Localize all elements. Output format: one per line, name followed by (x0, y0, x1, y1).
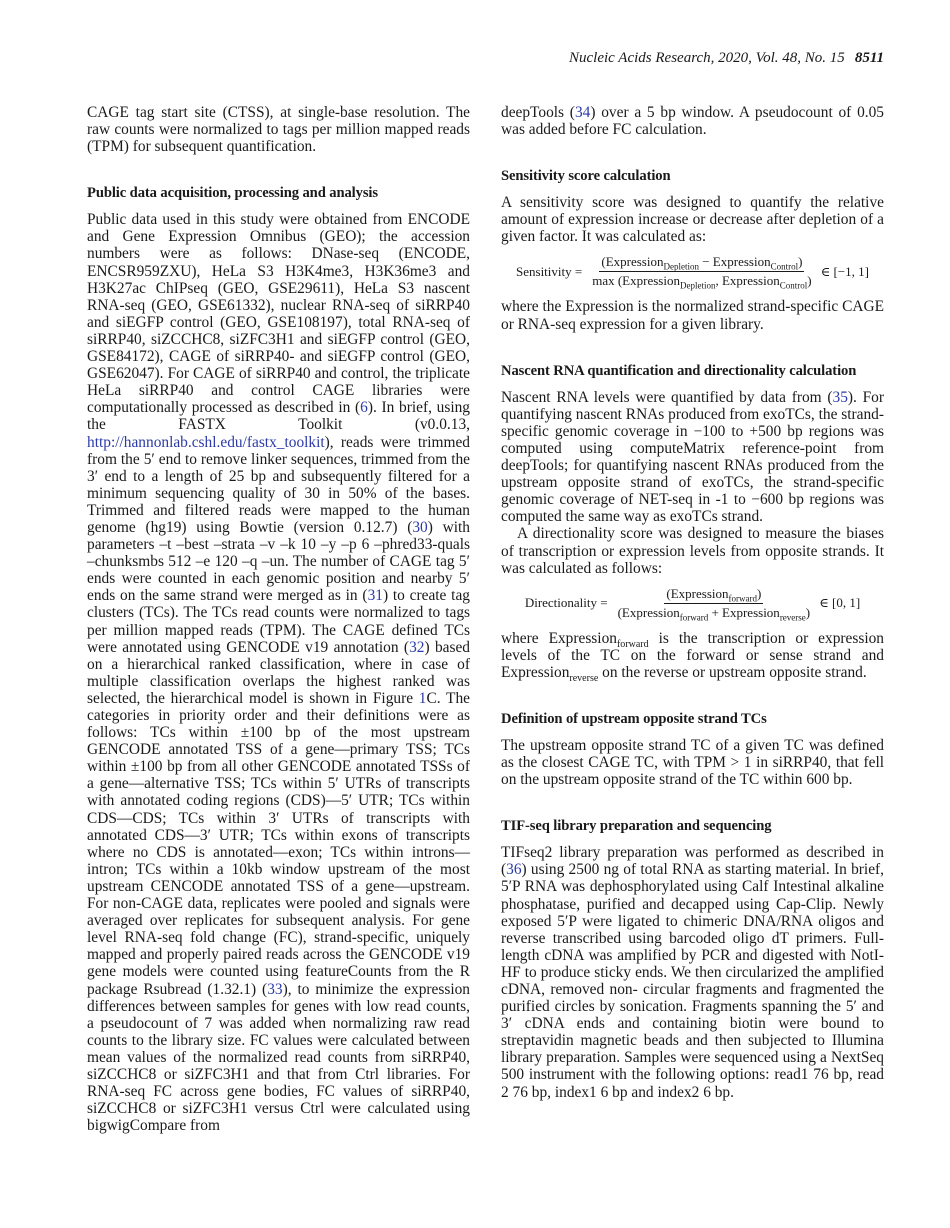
citation-link[interactable]: 6 (360, 399, 368, 417)
citation-link[interactable]: 36 (506, 861, 522, 879)
citation-link[interactable]: 34 (574, 104, 591, 121)
paragraph: deepTools (34) over a 5 bp window. A pseudocount of 0.05 was added before FC calculation. (501, 104, 885, 139)
paragraph: TIFseq2 library preparation was performed as described in (36) using 2500 ng of total RNA as starting material. In brief, 5′P RNA was dephosphorylated using Calf Intestinal alkaline phosphatase, purified and decapped using Cap-Clip. Newly exposed 5′P were ligated to chimeric DNA/RNA oligos and reverse transcribed using barcoded oligo dT primers. Full-length cDNA was amplified by PCR and digested with NotI-HF to produce sticky ends. We then circularized the amplified cDNA, removed non- circular fragments and fragmented the purified circles by sonication. Fragments spanning the 5′ and 3′ cDNA ends and containing biotin were bound to streptavidin magnetic beads and then subjected to Illumina library preparation. Samples were sequenced using a NextSeq 500 instrument with the following options: read1 76 bp, read 2 76 bp, index1 6 bp and index2 6 bp. (501, 844, 884, 1101)
figure-link[interactable]: 1 (418, 689, 427, 707)
paragraph: The upstream opposite strand TC of a given TC was defined as the closest CAGE TC, with TPM > 1 in siRRP40, that fell on the upstream opposite strand of the TC within 600 bp. (501, 736, 884, 789)
citation-link[interactable]: 31 (367, 587, 383, 605)
running-header (569, 49, 884, 67)
paragraph: A sensitivity score was designed to quantify the relative amount of expression increase or decrease after depletion of a given factor. It was calculated as: (501, 194, 884, 246)
journal-citation: Nucleic Acids Research, 2020, Vol. 48, No. 15 (569, 50, 845, 66)
url-link[interactable]: http://hannonlab.cshl.edu/fastx_toolkit (87, 433, 325, 451)
paragraph-public-data: Public data used in this study were obtained from ENCODE and Gene Expression Omnibus (GEO); the accession numbers were as follows: DNase-seq (ENCODE, ENCSR959ZXU), HeLa S3 H3K4me3, H3K36me3 and H3K27ac ChIPseq (GEO, GSE29611), HeLa S3 nascent RNA-seq (GEO, GSE61332), nuclear RNA-seq of siRRP40 and siEGFP control (GEO, GSE108197), total RNA-seq of siRRP40, siZCCHC8, siZFC3H1 and siEGFP control (GEO, GSE84172), CAGE of siRRP40- and siEGFP control (GEO, GSE62047). For CAGE of siRRP40 and control, the triplicate HeLa siRRP40 and control CAGE libraries were computationally processed as described in (6). In brief, using the FASTX Toolkit (v0.0.13, http://hannonlab.cshl.edu/fastx_toolkit), reads were trimmed from the 5′ end to remove linker sequences, trimmed from the 3′ end to a length of 25 bp and subsequently filtered for a minimum sequencing quality of 30 in 50% of the bases. Trimmed and filtered reads were mapped to the human genome (hg19) using Bowtie (version 0.12.7) (30) with parameters –t –best –strata –v –k 10 –y –p 6 –phred33-quals –chunksmbs 512 –e 120 –q –un. The number of CAGE tag 5′ ends were counted in each genomic position and nearby 5′ ends on the same strand were merged as in (31) to create tag clusters (TCs). The TCs read counts were normalized to tags per million mapped reads (TPM). The CAGE defined TCs were annotated using GENCODE v19 annotation (32) based on a hierarchical ranked classification, where in case of multiple classification overlaps the highest ranked was selected, the hierarchical model is shown in Figure 1C. The categories in priority order and their definitions were as follows: TCs within ±100 bp of the most upstream GENCODE annotated TSS of a gene—primary TSS; TCs within ±100 bp from all other GENCODE annotated TSSs of a gene—alternative TSS; TCs within 5′ UTRs of transcripts with annotated coding regions (CDS)—5′ UTR; TCs within CDS—CDS; TCs within 3′ UTRs of transcripts with annotated CDS—3′ UTR; TCs within exons of transcripts where no CDS is annotated—exon; TCs within introns—intron; TCs within a 10kb window upstream of the most upstream CENCODE annotated TSS of a gene—upstream. For non-CAGE data, replicates were pooled and signals were averaged over replicates for subsequent analysis. For gene level RNA-seq fold change (FC), strand-specific, uniquely mapped and properly paired reads across the GENCODE v19 gene models were counted using featureCounts from the R package Rsubread (1.32.1) (33), to minimize the expression differences between samples for genes with low read counts, a pseudocount of 7 was added when normalizing raw read counts to the library size. FC values were calculated between mean values of the normalized read counts from siRRP40, siZCCHC8 or siZFC3H1 and that from Ctrl libraries. For RNA-seq FC across gene bodies, FC values of siRRP40, siZCCHC8 or siZFC3H1 versus Ctrl were calculated using bigwigCompare from (87, 211, 470, 1135)
section-heading-nascent-rna: Nascent RNA quantification and directionality calculation (501, 362, 857, 379)
paragraph: Nascent RNA levels were quantified by data from (35). For quantifying nascent RNAs produced from exoTCs, the strand-specific genomic coverage in −100 to +500 bp regions was computed using computeMatrix reference-point from deepTools; for quantifying nascent RNAs produced from the upstream opposite strand of exoTCs, the strand-specific genomic coverage of NET-seq in -1 to −600 bp regions was computed the same way as exoTCs strand. (501, 388, 884, 526)
citation-link[interactable]: 33 (267, 980, 283, 998)
citation-link[interactable]: 32 (409, 638, 425, 656)
page-number: 8511 (854, 50, 884, 66)
paragraph: where Expression$_{forward}$ is the transcription or expression levels of the TC on the forward or sense strand and Expression$_{reverse}$ on the reverse or upstream opposite strand. (501, 629, 884, 684)
section-heading-tif-seq: TIF-seq library preparation and sequencing (501, 818, 772, 835)
section-heading-sensitivity: Sensitivity score calculation (501, 168, 671, 185)
citation-link[interactable]: 30 (412, 518, 428, 536)
paragraph: CAGE tag start site (CTSS), at single-base resolution. The raw counts were normalized to tags per million mapped reads (TPM) for subsequent quantification. (87, 104, 470, 156)
equation-sensitivity: Sensitivity = $\frac{(Expression_{Depletion} - Expression_{Control})}{\max (Expression_{Depletion}, Expression_{Control})}$ ∈ [−1, 1] (516, 254, 869, 292)
equation-directionality: Directionality = $\frac{(Expression_{forward})}{(Expression_{forward} + Expression_{reverse})}$ ∈ [0, 1] (524, 585, 861, 623)
left-column (87, 104, 470, 1134)
section-heading-upstream-tcs: Definition of upstream opposite strand TCs (501, 710, 767, 727)
section-heading-public-data: Public data acquisition, processing and analysis (87, 185, 378, 202)
right-column (501, 104, 884, 1101)
citation-link[interactable]: 35 (832, 388, 848, 406)
paragraph: A directionality score was designed to measure the biases of transcription or expression levels from opposite strands. It was calculated as follows: (501, 525, 884, 577)
paragraph: where the Expression is the normalized strand-specific CAGE or RNA-seq expression for a given library. (501, 298, 884, 333)
